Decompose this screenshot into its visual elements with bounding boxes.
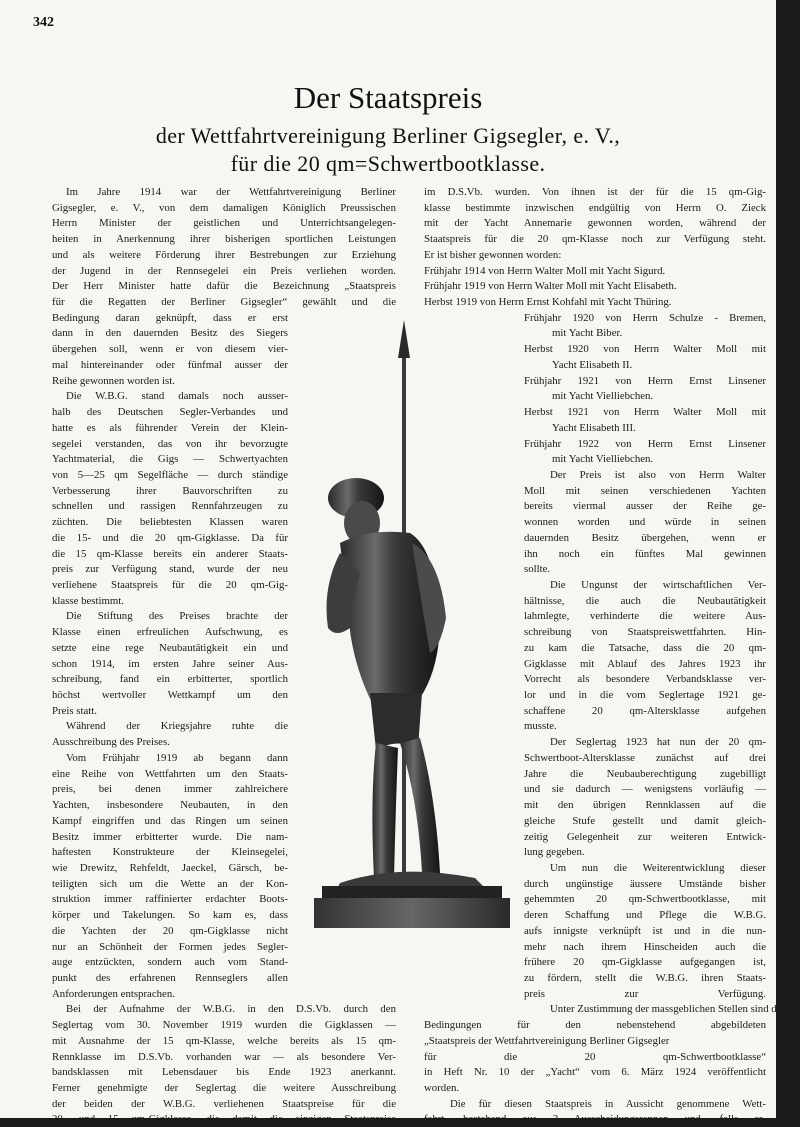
left-column-line: Reihe gewonnen worden ist. — [52, 374, 175, 387]
left-column-line: übergehen soll, wenn er von diesem vier- — [52, 343, 288, 356]
left-column-line: der beiden der W.B.G. verliehenen Staatspreise für die — [52, 1097, 396, 1110]
right-column-line: Herbst 1920 von Herrn Walter Moll mit — [524, 343, 766, 356]
right-column-line: Unter Zustimmung der massgeblichen Stellen sind die — [550, 1003, 785, 1016]
right-column-line: Bedingungen für den nebenstehend abgebildeten — [424, 1019, 766, 1032]
right-column-line: Frühjahr 1914 von Herrn Walter Moll mit Yacht Sigurd. — [424, 264, 666, 277]
right-column-line: zu kam die Tatsache, dass die 20 qm- — [524, 641, 766, 654]
right-column-line: Er ist bisher gewonnen worden: — [424, 248, 562, 261]
left-column-line: höchst wertvoller Wettkampf um den — [52, 689, 288, 702]
right-column-line: Der Seglertag 1923 hat nun der 20 qm- — [550, 736, 766, 749]
right-column-line: Yacht Elisabeth II. — [552, 358, 633, 371]
right-column-line: Frühjahr 1920 von Herrn Schulze - Bremen, — [524, 311, 766, 324]
left-column-line: setzte eine rege Neubautätigkeit ein und — [52, 641, 288, 654]
right-column-line: mehr nach ihrem Hinscheiden auch die — [524, 940, 766, 953]
right-column-line: Staatspreis für die 20 qm-Klasse noch zur Verfügung steht. — [424, 233, 766, 246]
right-column-line: Der Preis ist also von Herrn Walter — [550, 468, 766, 481]
left-column-line: eine Reihe von Wettfahrten um den Staats- — [52, 767, 288, 780]
left-column-line: struktion immer raffinierter erdachter Boots- — [52, 893, 288, 906]
right-column-line: in Heft Nr. 10 der „Yacht“ vom 6. März 1924 veröffentlicht — [424, 1066, 766, 1079]
right-column-line: Jahre die Neubauberechtigung zugebilligt — [524, 767, 766, 780]
left-column-line: Yachtmaterial, die Gigs — Schwertyachten — [52, 453, 288, 466]
right-column-line: wonnen worden und würde in seinen — [524, 516, 766, 529]
right-column-line: zu fördern, stellt die W.B.G. ihren Staats- — [524, 972, 766, 984]
left-column-line: schreibung, fand ein erbitterter, sportlich — [52, 673, 288, 686]
right-column-line: „Staatspreis der Wettfahrtvereinigung Berliner Gigsegler — [424, 1034, 670, 1047]
right-column-line: aufs innigste verknüpft ist und in die nun- — [524, 924, 766, 937]
right-column-line: dauernden Besitz übergehen, wenn er — [524, 531, 766, 544]
right-column-line: Die für diesen Staatspreis in Aussicht genommene Wett- — [450, 1097, 766, 1110]
left-column-line: Kampf eingriffen und das Ringen um seinen — [52, 814, 288, 827]
statue-photo — [300, 318, 530, 930]
left-column-line: wie Drewitz, Rehfeldt, Jaeckel, Gärsch, be- — [52, 861, 288, 874]
left-column-line: Die Stiftung des Preises brachte der — [66, 610, 288, 623]
right-column-line: Frühjahr 1921 von Herrn Ernst Linsener — [524, 374, 766, 387]
right-column-line: im D.S.Vb. wurden. Von ihnen ist der für die 15 qm-Gig- — [424, 186, 766, 198]
left-column-line: Seglertag vom 30. November 1919 wurden die Gigklassen — — [52, 1019, 396, 1032]
left-column-line: segelei verstanden, das von ihr bevorzugte — [52, 437, 288, 450]
left-column-line: körper und Takelungen. So kam es, dass — [52, 909, 288, 922]
right-column-line: deren Schaffung und Pflege die W.B.G. — [524, 909, 766, 922]
left-column-line: mit Ausnahme der 15 qm-Klasse, welche bereits als 15 qm- — [52, 1034, 396, 1047]
page-number: 342 — [33, 15, 54, 30]
right-column-line: worden. — [424, 1082, 460, 1095]
right-column-line: lung gegeben. — [524, 846, 585, 859]
left-column-line: verliehene Staatspreis für die 20 qm-Gig- — [52, 579, 288, 591]
left-column-line: Ferner genehmigte der Seglertag die weitere Ausschreibung — [52, 1082, 396, 1095]
left-column-line: preis zur Verfügung stand, wurde der neu — [52, 563, 288, 576]
left-column-line: Bei der Aufnahme der W.B.G. in den D.S.Vb. durch den — [66, 1003, 396, 1016]
left-column-line: Herrn Minister der geistlichen und Unterrichtsangelegen- — [52, 217, 396, 230]
left-column-line: klasse bestimmt. — [52, 594, 124, 607]
right-column-line: klasse bestimmte inzwischen endgültig von Herrn O. Zieck — [424, 201, 766, 214]
right-column-line: lahmlegte, verhinderte die weitere Aus- — [524, 610, 766, 623]
right-column-line: Die Ungunst der wirtschaftlichen Ver- — [550, 579, 766, 591]
right-column-line: hältnisse, die auch die Neubautätigkeit — [524, 594, 766, 607]
left-column-line: nur an Schönheit der Formen jedes Segler- — [52, 940, 288, 953]
left-column-line: der Jugend in der Rennsegelei ein Preis verliehen worden. — [52, 264, 396, 277]
left-column-line: schnellen und rassigen Rennfahrzeugen zu — [52, 500, 288, 513]
left-column-line: Yachten, insbesondere Neubauten, in den — [52, 799, 288, 812]
right-column-line: Frühjahr 1919 von Herrn Walter Moll mit Yacht Elisabeth. — [424, 280, 677, 293]
left-column-line: Bedingung daran geknüpft, dass er erst — [52, 311, 288, 324]
right-column-line: mit Yacht Vielliebchen. — [552, 390, 654, 403]
article-title: Der Staatspreis — [293, 80, 483, 115]
left-column-line: Der Herr Minister hatte dafür die Bezeichnung „Staatspreis — [52, 280, 396, 293]
left-column-line: die 15- und die 20 qm-Gigklasse. Da für — [52, 531, 288, 544]
right-column-line: Vorrecht als besondere Verbandsklasse ver- — [524, 673, 766, 686]
left-column-line: Die W.B.G. stand damals noch ausser- — [66, 390, 288, 403]
right-column-line: Herbst 1919 von Herrn Ernst Kohfahl mit Yacht Thüring. — [424, 296, 672, 309]
left-column-line: heiten in Anerkennung ihrer bisherigen sportlichen Leistungen — [52, 233, 396, 246]
left-column-line: Klasse einen erfreulichen Aufschwung, es — [52, 626, 288, 639]
right-column-line: für die 20 qm-Schwertbootklasse“ — [424, 1050, 766, 1063]
left-column-line: hatte es als führender Verein der Klein- — [52, 421, 288, 434]
right-column-line: schaffene 20 qm-Altersklasse aufgehen — [524, 704, 766, 717]
left-column-line: 20- und 15 qm-Gigklasse, die damit die einzigen Staatspreise — [52, 1113, 396, 1126]
right-column-line: durch ungünstige äussere Umstände bisher — [524, 877, 766, 890]
left-column-line: Ausschreibung des Preises. — [52, 736, 170, 749]
left-column-line: Im Jahre 1914 war der Wettfahrtvereinigung Berliner — [66, 186, 396, 198]
left-column-line: teiligten sich um die Wette an der Kon- — [52, 877, 288, 890]
right-column-line: lor und in die vom Seglertage 1921 ge- — [524, 689, 766, 702]
left-column-line: Während der Kriegsjahre ruhte die — [66, 720, 288, 733]
left-column-line: schon 1914, im ersten Jahre seiner Aus- — [52, 657, 288, 670]
left-column-line: Rennklasse im D.S.Vb. vorhanden war — als besondere Ver- — [52, 1050, 396, 1063]
article-subtitle-line-2: für die 20 qm=Schwertbootklasse. — [230, 151, 546, 176]
left-column-line: Besitz immer erbitterter wurde. Die nam- — [52, 830, 288, 843]
left-column-line: Anforderungen entsprachen. — [52, 987, 175, 1000]
left-column-line: von 5—25 qm Segelfläche — durch ständige — [52, 468, 288, 481]
right-column-line: mit der Yacht Annemarie gewonnen worden, während der — [424, 217, 766, 230]
left-column-line: mal hintereinander oder fünfmal ausser der — [52, 358, 288, 371]
right-column-line: mit den übrigen Rennklassen auf die — [524, 799, 766, 812]
right-column-line: frühere 20 qm-Gigklasse aufgegangen ist, — [524, 956, 766, 969]
left-column-line: für die Regatten der Berliner Gigsegler“ gewählt und die — [52, 296, 396, 309]
right-column-line: zeitig Gelegenheit zur weiteren Entwick- — [524, 830, 766, 843]
left-column-line: preis, bei denen immer zahlreichere — [52, 783, 288, 796]
right-column-line: Schwertboot-Altersklasse zunächst auf drei — [524, 751, 766, 764]
right-column-line: schreibung von Staatspreiswettfahrten. Hin- — [524, 626, 766, 639]
left-column-line: Verbesserung ihrer Bauvorschriften zu — [52, 484, 288, 497]
right-column-line: ihn noch ein fünftes Mal gewinnen — [524, 547, 766, 560]
right-column-line: gleiche Stufe gestellt und damit gleich- — [524, 814, 766, 827]
right-column-line: bereits viermal ausser der Reihe ge- — [524, 500, 766, 513]
right-column-line: Moll mit seinen verschiedenen Yachten — [524, 484, 766, 497]
right-column-line: fahrt, bestehend aus 3 Ausscheidungsrennen und, falls er- — [424, 1113, 766, 1126]
left-column-line: die Yachten der 20 qm-Gigklasse nicht — [52, 924, 288, 937]
right-column-line: sollte. — [524, 563, 551, 576]
left-column-line: Vom Frühjahr 1919 ab begann dann — [66, 751, 288, 764]
left-column-line: und als weitere Förderung ihrer Bestrebungen zur Erziehung — [52, 248, 396, 261]
right-column-line: preis zur Verfügung. — [524, 987, 766, 1000]
right-column-line: mit Yacht Biber. — [552, 327, 623, 340]
right-column-line: und sie dadurch — wenigstens vorläufig — — [524, 783, 766, 796]
left-column-line: Gigsegler, e. V., von dem damaligen Königlich Preussischen — [52, 201, 396, 214]
right-column-line: Yacht Elisabeth III. — [552, 421, 636, 434]
article-subtitle-line-1: der Wettfahrtvereinigung Berliner Gigsegler, e. V., — [155, 123, 621, 148]
left-column-line: halb des Deutschen Segler-Verbandes und — [52, 406, 288, 419]
left-column-line: züchten. Die beliebtesten Klassen waren — [52, 516, 288, 529]
left-column-line: haftesten Konstrukteure der Kleinsegelei, — [52, 846, 288, 859]
right-column-line: Gigklasse mit Ablauf des Jahres 1923 ihr — [524, 657, 766, 670]
left-column-line: Preis statt. — [52, 704, 97, 717]
right-column-line: Herbst 1921 von Herrn Walter Moll mit — [524, 406, 766, 419]
left-column-line: punkt des erfahrenen Rennseglers allen — [52, 972, 288, 984]
right-column-line: Frühjahr 1922 von Herrn Ernst Linsener — [524, 437, 766, 450]
left-column-line: bandsklassen mit Lebensdauer bis Ende 1923 anerkannt. — [52, 1066, 396, 1079]
right-column-line: musste. — [524, 720, 557, 733]
right-column-line: gehemmten 20 qm-Schwertbootklasse, mit — [524, 893, 766, 906]
right-column-line: mit Yacht Vielliebchen. — [552, 453, 654, 466]
left-column-line: dann in den dauernden Besitz des Siegers — [52, 327, 288, 340]
left-column-line: die 15 qm-Klasse bereits ein anderer Staats- — [52, 547, 288, 560]
right-column-line: Um nun die Weiterentwicklung dieser — [550, 861, 766, 874]
left-column-line: auge entzückten, sondern auch vom Stand- — [52, 956, 288, 969]
